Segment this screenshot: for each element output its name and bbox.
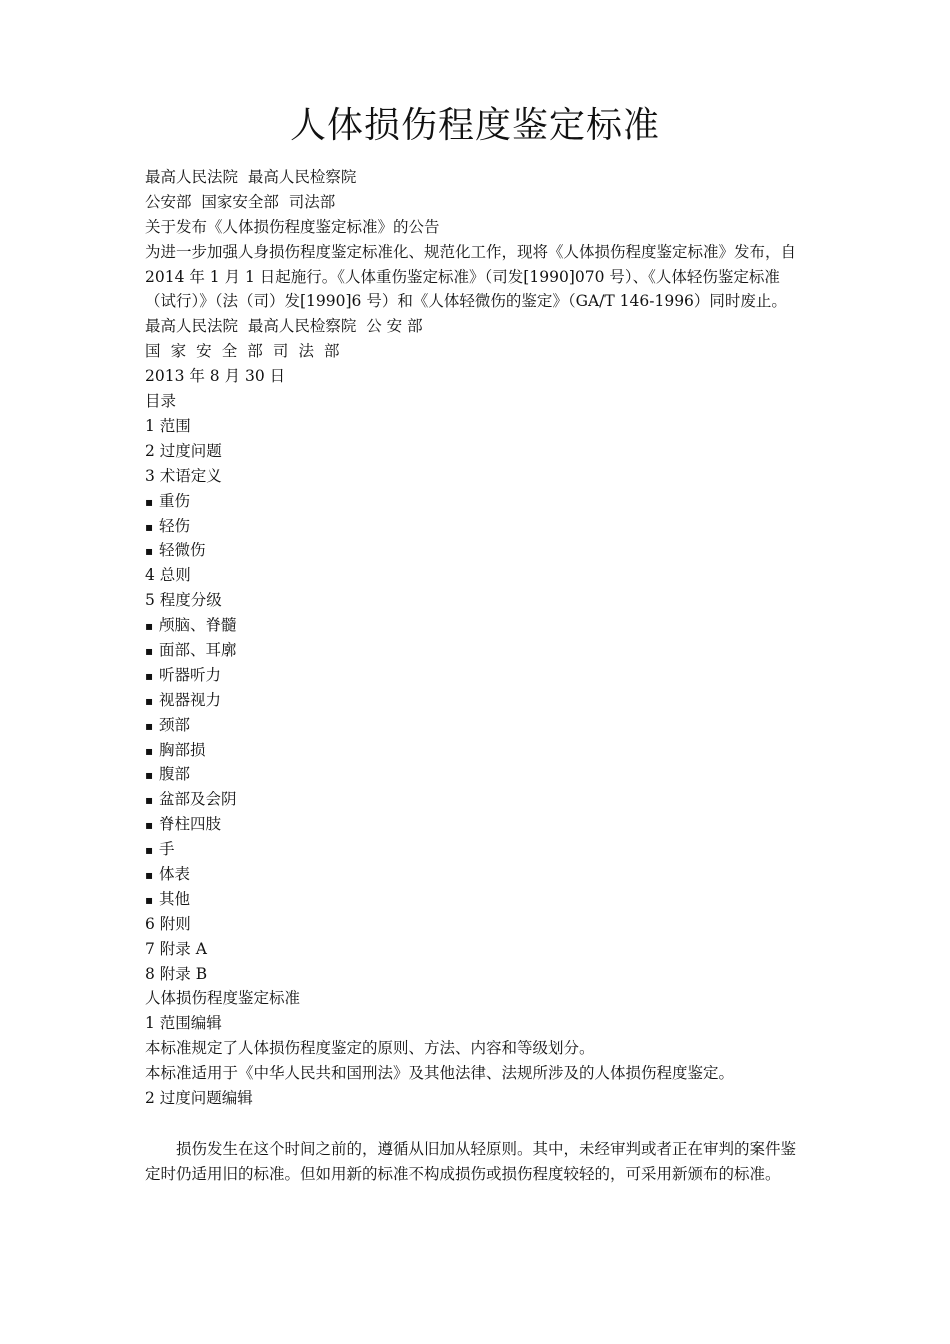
toc-subitem-label: 盆部及会阴 [159, 790, 237, 809]
toc-item: 2 过度问题 [145, 441, 222, 460]
toc-subitem-label: 手 [159, 840, 175, 859]
bullet-icon: ▪ [145, 668, 154, 683]
toc-subitem [145, 613, 810, 638]
toc-item: 7 附录 A [145, 939, 207, 958]
notice-body: 为进一步加强人身损伤程度鉴定标准化、规范化工作，现将《人体损伤程度鉴定标准》发布，自 2014 年 1 月 1 日起施行。《人体重伤鉴定标准》（司发[1990]070 号）、《人体轻伤鉴定标准（试行）》（法（司）发[1990]6 号）和《人体轻微伤的鉴定》（GA/T 146-1996）同时废止。 [145, 242, 797, 311]
section-1-paragraph-2: 本标准适用于《中华人民共和国刑法》及其他法律、法规所涉及的人体损伤程度鉴定。 [145, 1064, 735, 1083]
issuers-line-2: 公安部 国家安全部 司法部 [145, 192, 336, 211]
section-title: 人体损伤程度鉴定标准 [145, 989, 301, 1008]
toc-subitem [145, 663, 810, 688]
toc-subitem-label: 轻微伤 [159, 541, 206, 560]
toc-heading: 目录 [145, 392, 177, 411]
paragraph-spacer [145, 1111, 810, 1137]
toc-subitem-label: 脊柱四肢 [159, 815, 222, 834]
signatories-line-2: 国家安全部司法部 [145, 342, 350, 361]
bullet-icon: ▪ [145, 494, 154, 509]
toc-subitem [145, 514, 810, 539]
toc-subitem-label: 其他 [159, 889, 191, 908]
toc-subitem [145, 688, 810, 713]
document-title: 人体损伤程度鉴定标准 [289, 105, 660, 146]
toc-subitem [145, 538, 810, 563]
toc-subitem [145, 638, 810, 663]
toc-subitem [145, 887, 810, 912]
toc-subitem [145, 762, 810, 787]
toc-subitem-label: 胸部损 [159, 740, 206, 759]
bullet-icon: ▪ [145, 519, 154, 534]
toc-subitem [145, 862, 810, 887]
toc-subitem-label: 腹部 [159, 765, 191, 784]
bullet-icon: ▪ [145, 743, 154, 758]
document-body [145, 165, 810, 1187]
section-1-heading: 1 范围编辑 [145, 1014, 222, 1033]
toc-subitem-label: 重伤 [159, 491, 191, 510]
notice-title: 关于发布《人体损伤程度鉴定标准》的公告 [145, 217, 440, 236]
bullet-icon: ▪ [145, 843, 154, 858]
toc-subitem-label: 听器听力 [159, 665, 222, 684]
bullet-icon: ▪ [145, 892, 154, 907]
toc-subitem-label: 面部、耳廓 [159, 640, 237, 659]
toc-item: 1 范围 [145, 416, 191, 435]
toc-subitem [145, 489, 810, 514]
notice-date: 2013 年 8 月 30 日 [145, 367, 286, 386]
toc-subitem [145, 713, 810, 738]
toc-item: 8 附录 B [145, 964, 208, 983]
toc-subitem [145, 787, 810, 812]
section-2-paragraph-1: 损伤发生在这个时间之前的，遵循从旧加从轻原则。其中，未经审判或者正在审判的案件鉴定时仍适用旧的标准。但如用新的标准不构成损伤或损伤程度较轻的，可采用新颁布的标准。 [145, 1139, 797, 1183]
section-2-heading: 2 过度问题编辑 [145, 1089, 253, 1107]
toc-subitem-label: 视器视力 [159, 690, 222, 709]
toc-subitem-label: 颅脑、脊髓 [159, 616, 237, 635]
toc-item: 4 总则 [145, 566, 191, 585]
section-1-paragraph-1: 本标准规定了人体损伤程度鉴定的原则、方法、内容和等级划分。 [145, 1039, 595, 1058]
toc-item: 5 程度分级 [145, 591, 222, 610]
bullet-icon: ▪ [145, 867, 154, 882]
toc-subitem [145, 812, 810, 837]
bullet-icon: ▪ [145, 793, 154, 808]
bullet-icon: ▪ [145, 544, 154, 559]
toc-subitem-label: 体表 [159, 864, 191, 883]
toc-item: 6 附则 [145, 914, 191, 933]
toc-subitem [145, 738, 810, 763]
bullet-icon: ▪ [145, 643, 154, 658]
toc-subitem-label: 颈部 [159, 715, 191, 734]
toc-item: 3 术语定义 [145, 466, 222, 485]
bullet-icon: ▪ [145, 818, 154, 833]
toc-subitem-label: 轻伤 [159, 516, 191, 535]
bullet-icon: ▪ [145, 768, 154, 783]
toc-subitem [145, 837, 810, 862]
issuers-line-1: 最高人民法院 最高人民检察院 [145, 168, 357, 186]
bullet-icon: ▪ [145, 693, 154, 708]
table-of-contents [145, 414, 810, 986]
bullet-icon: ▪ [145, 718, 154, 733]
bullet-icon: ▪ [145, 619, 154, 634]
signatories-line-1: 最高人民法院 最高人民检察院 公 安 部 [145, 317, 423, 336]
